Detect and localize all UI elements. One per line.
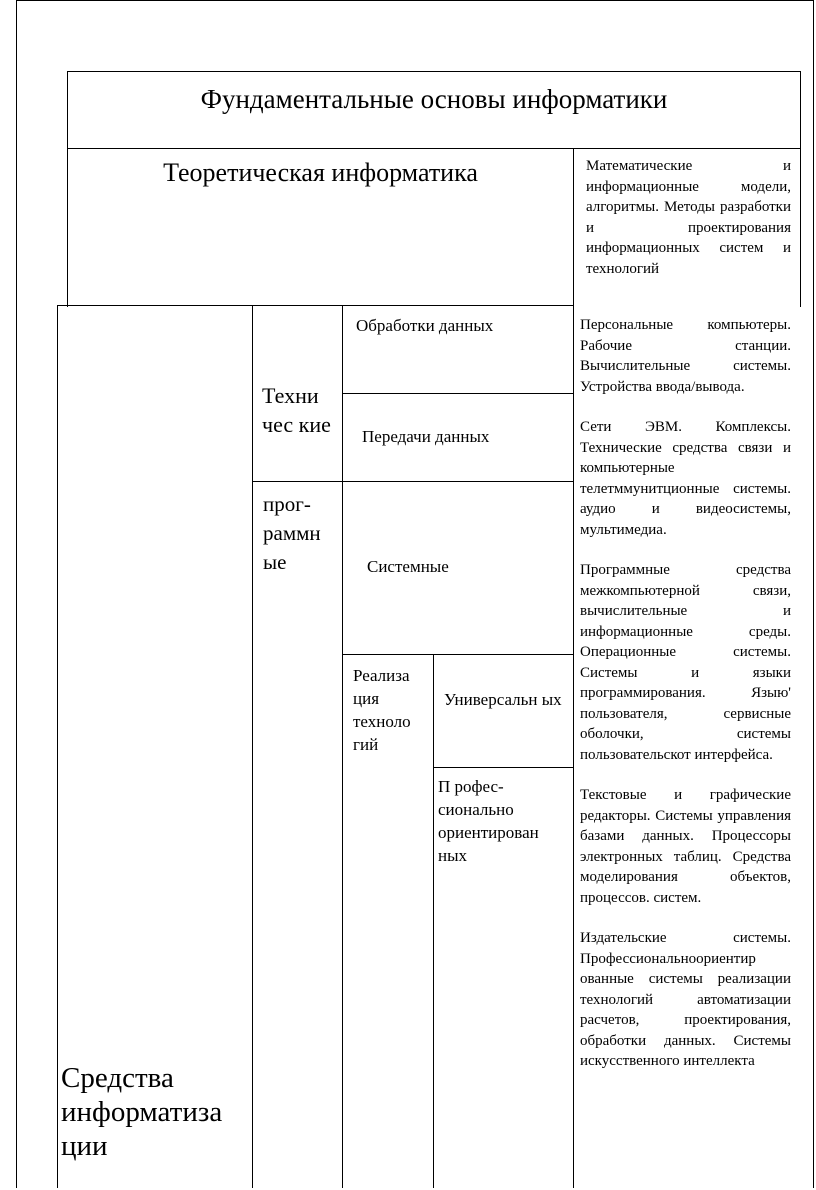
descriptions [580,315,791,1072]
table-line [433,767,573,768]
table-line [67,148,801,149]
table-line [342,654,573,655]
transmission-label: Передачи данных [362,427,490,446]
table-line [433,654,434,1188]
table-line [57,305,573,306]
description-universal-software: Текстовые и графические редакторы. Системы управления базами данных. Процессоры электронных таблиц. Средства моделирования объектов, процессов. систем. [580,787,791,906]
universal-label: Универсальн ых [444,690,562,709]
table-line [342,393,573,394]
table-line [252,305,253,1188]
processing-label: Обработки данных [356,316,494,335]
description-hardware: Персональные компьютеры. Рабочие станции. Вычислительные системы. Устройства ввода/вывода. [580,317,791,395]
technical-label: Техни чес кие [262,383,331,437]
page-title: Фундаментальные основы информатики [200,84,668,114]
table-line [67,71,801,72]
professional-label: П рофес- сионально ориентирован ных [438,777,539,865]
realization-label: Реализа ция техноло гий [353,666,411,754]
table-line [342,305,343,1188]
system-label: Системные [367,557,449,576]
theory-title: Теоретическая информатика [163,158,478,187]
table-line [252,481,573,482]
programmatic-label: прог- раммн ые [263,492,321,574]
table-line [573,148,574,1188]
description-networks: Сети ЭВМ. Комплексы. Технические средства связи и компьютерные телетммунитционные системы. аудио и видеосистемы, мультимедиа. [580,419,791,538]
table-line [57,305,58,1188]
description-professional-software: Издательские системы. Профессиональноориентир ованные системы реализации технологий автоматизации расчетов, проектирования, обработки данных. Системы искусственного интеллекта [580,930,791,1069]
description-system-software: Программные средства межкомпьютерной связи, вычислительные и информационные среды. Операционные системы. Системы и языки программирования. Языю' пользователя, сервисные оболочки, системы пользовательскот интерфейса. [580,562,791,763]
table-line [800,71,801,307]
theory-description: Математические и информационные модели, алгоритмы. Методы разработки и проектирования информационных систем и технологий [586,158,791,277]
means-title: Средства информатиза ции [61,1062,223,1162]
